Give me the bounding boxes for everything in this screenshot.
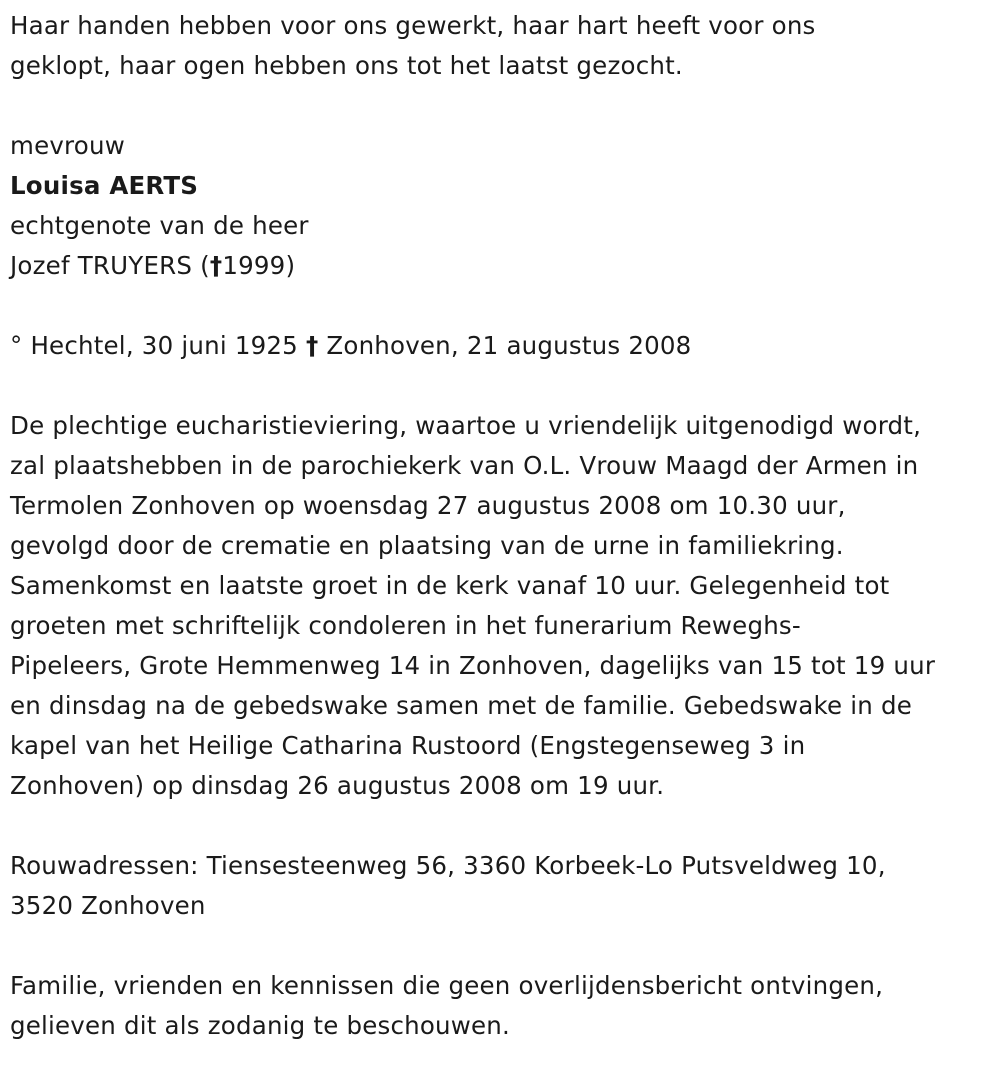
paragraph-line: zal plaatshebben in de parochiekerk van O.L. Vrouw Maagd der Armen in xyxy=(10,451,919,480)
spouse-line xyxy=(10,246,995,286)
paragraph-line: Samenkomst en laatste groet in de kerk vanaf 10 uur. Gelegenheid tot xyxy=(10,571,890,600)
quote-line: geklopt, haar ogen hebben ons tot het laatst gezocht. xyxy=(10,51,683,80)
closing-line: gelieven dit als zodanig te beschouwen. xyxy=(10,1011,511,1040)
mourning-addresses xyxy=(10,846,995,926)
deceased-block xyxy=(10,126,995,286)
ceremony-paragraph xyxy=(10,406,995,806)
paragraph-line: Pipeleers, Grote Hemmenweg 14 in Zonhoven, dagelijks van 15 tot 19 uur xyxy=(10,651,936,680)
birth-info: ° Hechtel, 30 juni 1925 xyxy=(10,331,306,360)
spouse-name: Jozef TRUYERS ( xyxy=(10,251,210,280)
paragraph-line: Termolen Zonhoven op woensdag 27 augustus 2008 om 10.30 uur, xyxy=(10,491,846,520)
obituary-document xyxy=(10,6,995,1046)
spacer xyxy=(10,806,995,846)
closing-note xyxy=(10,966,995,1046)
address-line: 3520 Zonhoven xyxy=(10,891,206,920)
paragraph-line: en dinsdag na de gebedswake samen met de familie. Gebedswake in de xyxy=(10,691,913,720)
closing-line: Familie, vrienden en kennissen die geen overlijdensbericht ontvingen, xyxy=(10,971,884,1000)
paragraph-line: groeten met schriftelijk condoleren in het funerarium Reweghs- xyxy=(10,611,801,640)
spouse-death-year: 1999) xyxy=(222,251,296,280)
dates-line xyxy=(10,326,995,366)
spacer xyxy=(10,286,995,326)
cross-icon: † xyxy=(305,331,319,360)
deceased-name: Louisa AERTS xyxy=(10,171,199,200)
spacer xyxy=(10,366,995,406)
life-dates xyxy=(10,326,995,366)
paragraph-line: kapel van het Heilige Catharina Rustoord (Engstegenseweg 3 in xyxy=(10,731,806,760)
paragraph-line: De plechtige eucharistieviering, waartoe u vriendelijk uitgenodigd wordt, xyxy=(10,411,922,440)
opening-quote xyxy=(10,6,995,86)
quote-line: Haar handen hebben voor ons gewerkt, haar hart heeft voor ons xyxy=(10,11,816,40)
cross-icon: † xyxy=(209,251,223,280)
spacer xyxy=(10,926,995,966)
spacer xyxy=(10,86,995,126)
paragraph-line: Zonhoven) op dinsdag 26 augustus 2008 om 19 uur. xyxy=(10,771,665,800)
address-line: Rouwadressen: Tiensesteenweg 56, 3360 Korbeek-Lo Putsveldweg 10, xyxy=(10,851,886,880)
honorific: mevrouw xyxy=(10,131,125,160)
death-info: Zonhoven, 21 augustus 2008 xyxy=(318,331,692,360)
relation-text: echtgenote van de heer xyxy=(10,211,309,240)
paragraph-line: gevolgd door de crematie en plaatsing van de urne in familiekring. xyxy=(10,531,844,560)
